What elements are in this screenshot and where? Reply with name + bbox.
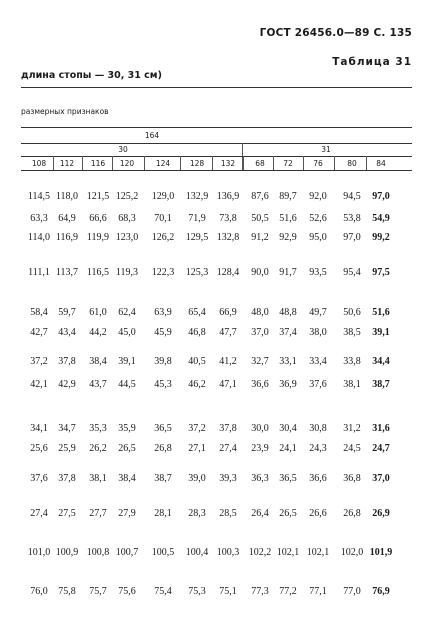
table-cell: 39,3 [219,473,237,484]
section-label: размерных признаков [21,107,109,116]
table-cell: 62,4 [118,307,136,318]
table-cell: 118,0 [55,191,79,202]
table-cell: 102,1 [306,547,330,558]
table-cell: 75,3 [188,586,206,597]
table-cell: 102,1 [276,547,300,558]
table-cell: 31,2 [343,423,361,434]
column-header: 120 [119,159,135,168]
column-header: 124 [155,159,171,168]
column-header: 72 [283,159,293,168]
table-cell: 26,5 [279,508,297,519]
table-cell: 38,5 [343,327,361,338]
table-cell: 32,7 [251,356,269,367]
table-cell: 38,4 [89,356,107,367]
table-cell: 97,0 [343,232,361,243]
table-cell: 73,8 [219,213,237,224]
table-cell: 53,8 [343,213,361,224]
table-cell: 37,0 [251,327,269,338]
table-cell: 27,5 [58,508,76,519]
table-cell: 27,4 [219,443,237,454]
table-cell: 71,9 [188,213,206,224]
table-cell: 64,9 [58,213,76,224]
table-cell: 87,6 [251,191,269,202]
table-cell: 26,2 [89,443,107,454]
table-cell: 26,6 [309,508,327,519]
table-cell: 102,2 [248,547,272,558]
table-cell: 125,2 [115,191,139,202]
table-cell: 39,0 [188,473,206,484]
table-cell: 75,6 [118,586,136,597]
table-cell: 136,9 [216,191,240,202]
header-top-rule [21,127,412,128]
table-cell: 90,0 [251,267,269,278]
table-cell: 28,3 [188,508,206,519]
table-cell: 33,1 [279,356,297,367]
table-cell: 42,7 [30,327,48,338]
table-cell: 30,8 [309,423,327,434]
table-cell: 25,9 [58,443,76,454]
table-cell: 26,4 [251,508,269,519]
table-cell: 30,4 [279,423,297,434]
table-cell: 128,4 [216,267,240,278]
table-cell: 27,1 [188,443,206,454]
column-header: 132 [220,159,236,168]
table-cell: 51,6 [279,213,297,224]
table-cell: 100,8 [86,547,110,558]
table-cell: 119,9 [86,232,110,243]
table-cell: 77,3 [251,586,269,597]
table-cell: 33,8 [343,356,361,367]
table-cell: 91,2 [251,232,269,243]
table-cell: 37,6 [30,473,48,484]
table-cell: 48,0 [251,307,269,318]
table-cell: 38,7 [154,473,172,484]
column-separator [303,156,304,170]
group-rule [21,156,412,157]
table-cell: 89,7 [279,191,297,202]
table-cell: 125,3 [185,267,209,278]
table-cell: 114,0 [27,232,51,243]
table-cell: 132,9 [185,191,209,202]
table-cell: 39,1 [118,356,136,367]
table-cell: 50,5 [251,213,269,224]
table-cell: 50,6 [343,307,361,318]
table-cell: 27,7 [89,508,107,519]
table-cell: 111,1 [28,267,50,278]
table-cell: 26,9 [372,508,390,519]
table-cell: 43,7 [89,379,107,390]
column-separator [53,156,54,170]
table-label: Таблица 31 [332,56,412,68]
column-header: 68 [255,159,265,168]
table-cell: 97,5 [372,267,390,278]
table-cell: 48,8 [279,307,297,318]
table-cell: 38,0 [309,327,327,338]
table-cell: 23,9 [251,443,269,454]
table-cell: 63,3 [30,213,48,224]
table-cell: 25,6 [30,443,48,454]
table-cell: 76,9 [372,586,390,597]
table-cell: 44,2 [89,327,107,338]
header-bottom-rule [21,170,412,171]
column-separator [180,156,181,170]
column-separator [82,156,83,170]
table-cell: 36,5 [154,423,172,434]
table-cell: 28,1 [154,508,172,519]
column-separator [212,156,213,170]
table-cell: 59,7 [58,307,76,318]
table-cell: 49,7 [309,307,327,318]
table-cell: 42,1 [30,379,48,390]
table-cell: 34,7 [58,423,76,434]
table-cell: 33,4 [309,356,327,367]
column-separator [243,156,244,170]
table-cell: 37,4 [279,327,297,338]
table-cell: 132,8 [216,232,240,243]
table-cell: 61,0 [89,307,107,318]
table-cell: 92,9 [279,232,297,243]
table-cell: 42,9 [58,379,76,390]
table-cell: 39,8 [154,356,172,367]
table-cell: 75,7 [89,586,107,597]
table-cell: 24,7 [372,443,390,454]
table-cell: 101,0 [27,547,51,558]
table-cell: 36,3 [251,473,269,484]
table-cell: 38,7 [372,379,390,390]
table-cell: 24,3 [309,443,327,454]
table-cell: 94,5 [343,191,361,202]
table-cell: 37,0 [372,473,390,484]
table-cell: 75,1 [219,586,237,597]
column-separator [366,156,367,170]
table-cell: 37,2 [30,356,48,367]
table-cell: 46,8 [188,327,206,338]
group-top-rule [21,143,412,144]
table-cell: 26,8 [154,443,172,454]
table-cell: 100,5 [151,547,175,558]
table-cell: 129,0 [151,191,175,202]
table-cell: 123,0 [115,232,139,243]
table-cell: 45,9 [154,327,172,338]
table-cell: 35,3 [89,423,107,434]
table-cell: 126,2 [151,232,175,243]
table-cell: 100,7 [115,547,139,558]
table-cell: 37,2 [188,423,206,434]
table-cell: 37,6 [309,379,327,390]
table-cell: 38,4 [118,473,136,484]
table-cell: 30,0 [251,423,269,434]
table-cell: 26,5 [118,443,136,454]
table-cell: 24,1 [279,443,297,454]
table-cell: 95,0 [309,232,327,243]
table-cell: 75,8 [58,586,76,597]
table-cell: 27,9 [118,508,136,519]
table-cell: 116,5 [86,267,110,278]
table-cell: 35,9 [118,423,136,434]
table-cell: 40,5 [188,356,206,367]
table-cell: 45,0 [118,327,136,338]
group-header-30: 30 [118,145,128,154]
subtitle-rule [21,87,412,88]
table-cell: 36,9 [279,379,297,390]
table-cell: 100,3 [216,547,240,558]
table-cell: 37,8 [58,473,76,484]
table-cell: 46,2 [188,379,206,390]
table-cell: 97,0 [372,191,390,202]
table-cell: 37,8 [58,356,76,367]
column-header: 76 [313,159,323,168]
table-cell: 31,6 [372,423,390,434]
table-cell: 38,1 [89,473,107,484]
table-cell: 54,9 [372,213,390,224]
table-cell: 119,3 [115,267,139,278]
table-cell: 51,6 [372,307,390,318]
table-cell: 99,2 [372,232,390,243]
table-cell: 37,8 [219,423,237,434]
column-header: 116 [90,159,106,168]
table-cell: 101,9 [369,547,393,558]
table-cell: 70,1 [154,213,172,224]
table-cell: 24,5 [343,443,361,454]
table-cell: 100,9 [55,547,79,558]
table-cell: 66,6 [89,213,107,224]
column-separator [334,156,335,170]
table-cell: 77,0 [343,586,361,597]
table-cell: 36,5 [279,473,297,484]
page-header-standard: ГОСТ 26456.0—89 С. 135 [259,27,412,39]
table-cell: 58,4 [30,307,48,318]
table-cell: 47,1 [219,379,237,390]
table-cell: 27,4 [30,508,48,519]
column-header: 112 [59,159,75,168]
table-cell: 68,3 [118,213,136,224]
table-cell: 47,7 [219,327,237,338]
column-separator [144,156,145,170]
table-cell: 44,5 [118,379,136,390]
column-header: 80 [347,159,357,168]
table-cell: 92,0 [309,191,327,202]
table-cell: 34,1 [30,423,48,434]
table-cell: 75,4 [154,586,172,597]
table-cell: 38,1 [343,379,361,390]
table-cell: 52,6 [309,213,327,224]
table-subtitle: длина стопы — 30, 31 см) [21,70,162,81]
table-cell: 121,5 [86,191,110,202]
table-cell: 113,7 [55,267,79,278]
table-cell: 102,0 [340,547,364,558]
table-cell: 36,6 [309,473,327,484]
table-cell: 43,4 [58,327,76,338]
table-cell: 95,4 [343,267,361,278]
table-cell: 28,5 [219,508,237,519]
table-cell: 122,3 [151,267,175,278]
table-cell: 39,1 [372,327,390,338]
column-header: 84 [376,159,386,168]
table-cell: 129,5 [185,232,209,243]
table-cell: 36,8 [343,473,361,484]
table-cell: 45,3 [154,379,172,390]
table-cell: 100,4 [185,547,209,558]
group-top-header: 164 [144,131,160,140]
table-cell: 66,9 [219,307,237,318]
table-cell: 63,9 [154,307,172,318]
table-cell: 34,4 [372,356,390,367]
table-cell: 41,2 [219,356,237,367]
table-cell: 76,0 [30,586,48,597]
table-cell: 77,2 [279,586,297,597]
column-separator [273,156,274,170]
table-cell: 77,1 [309,586,327,597]
table-cell: 36,6 [251,379,269,390]
column-header: 128 [189,159,205,168]
group-header-31: 31 [321,145,331,154]
table-cell: 91,7 [279,267,297,278]
table-cell: 116,9 [55,232,79,243]
column-header: 108 [31,159,47,168]
column-separator [112,156,113,170]
table-cell: 65,4 [188,307,206,318]
table-cell: 114,5 [27,191,51,202]
table-cell: 93,5 [309,267,327,278]
table-cell: 26,8 [343,508,361,519]
